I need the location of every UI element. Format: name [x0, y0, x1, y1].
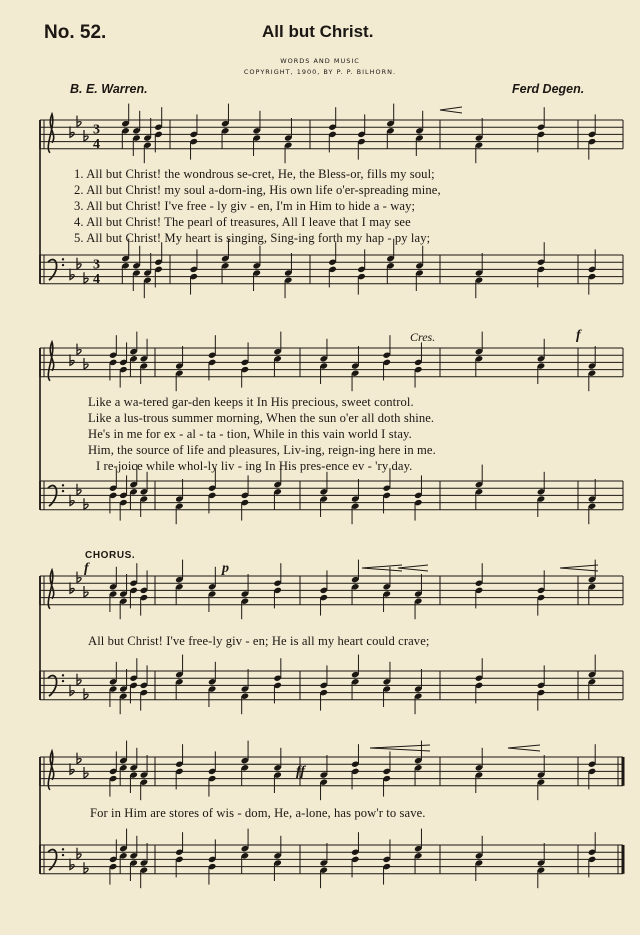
system-4-bass-flat-icon	[70, 859, 74, 870]
hymn-title: All but Christ.	[262, 22, 374, 41]
composer-name: Ferd Degen.	[512, 82, 585, 96]
system-3-treble-flat-icon	[70, 582, 74, 593]
verse-3-line-b: He's in me for ex - al - ta - tion, While in this vain world I stay.	[88, 427, 412, 441]
system-1-treble-flat-icon	[84, 130, 88, 141]
system-3-treble-flat-icon	[84, 586, 88, 597]
verse-4-line-b: Him, the source of life and pleasures, Liv-ing, reign-ing here in me.	[88, 443, 436, 457]
system-2-bass-clef-dot	[62, 484, 64, 486]
verse-1-line-b: Like a wa-tered gar-den keeps it In His precious, sweet control.	[88, 395, 414, 409]
system-1-bass-flat-icon	[70, 269, 74, 280]
lyricist-name: B. E. Warren.	[70, 82, 148, 96]
chorus-label: CHORUS.	[85, 550, 136, 561]
system-1-bass-flat-icon	[84, 272, 88, 283]
hairpin-mark	[508, 745, 540, 751]
crescendo-marking: Cres.	[410, 330, 436, 344]
credit-copyright: COPYRIGHT, 1900, BY P. P. BILHORN.	[243, 68, 397, 76]
hairpin-mark	[560, 565, 598, 571]
forte-marking-chorus: f	[84, 561, 89, 576]
system-2-bass-flat-icon	[77, 484, 81, 495]
verse-5-line-a: 5. All but Christ! My heart is singing, Sing-ing forth my hap - py lay;	[74, 231, 431, 245]
system-4-treble-flat-icon	[70, 763, 74, 774]
verse-5-line-b: I re-joice while whol-ly liv - ing In His pres-ence ev - 'ry day.	[96, 459, 413, 473]
system-2-treble-flat-icon	[84, 358, 88, 369]
hairpin-mark	[362, 565, 402, 571]
forte-marking-system2: f	[576, 328, 581, 343]
system-2-treble-flat-icon	[77, 344, 81, 355]
system-3-bass-clef-dot	[62, 674, 64, 676]
verse-3-line-a: 3. All but Christ! I've free - ly giv - en, I'm in Him to hide a - way;	[74, 199, 416, 213]
chorus-line-2: For in Him are stores of wis - dom, He, a-lone, has pow'r to save.	[90, 806, 426, 820]
hairpin-mark	[398, 565, 428, 571]
system-1-bass-time-sig-bottom: 4	[93, 271, 100, 287]
system-3-bass-flat-icon	[84, 688, 88, 699]
system-2-bass-flat-icon	[70, 495, 74, 506]
system-3-treble-flat-icon	[77, 572, 81, 583]
verse-2-line-a: 2. All but Christ! my soul a-dorn-ing, His own life o'er-spreading mine,	[74, 183, 441, 197]
system-1-bass-clef-dot	[62, 258, 64, 260]
hymn-number: No. 52.	[44, 22, 107, 43]
system-3-bass-flat-icon	[77, 674, 81, 685]
system-1-bass-flat-icon	[77, 258, 81, 269]
system-1-bass-time-sig-top: 3	[93, 257, 100, 273]
system-1-treble-time-sig-bottom: 4	[93, 136, 100, 152]
system-4-bass-clef-dot	[62, 848, 64, 850]
system-2-treble-flat-icon	[70, 354, 74, 365]
chorus-line-1: All but Christ! I've free-ly giv - en; He is all my heart could crave;	[88, 634, 430, 648]
system-1-bass-clef-dot	[62, 264, 64, 266]
credit-words-music: WORDS AND MUSIC	[280, 57, 360, 65]
system-4-bass-clef-dot	[62, 854, 64, 856]
system-1-treble-flat-icon	[70, 126, 74, 137]
system-2-bass-flat-icon	[84, 498, 88, 509]
verse-4-line-a: 4. All but Christ! The pearl of treasures, All I leave that I may see	[74, 215, 411, 229]
fortissimo-marking: ff	[296, 764, 306, 779]
verse-1-line-a: 1. All but Christ! the wondrous se-cret, He, the Bless-or, fills my soul;	[74, 167, 435, 181]
system-1-treble-time-sig-top: 3	[93, 122, 100, 138]
piano-marking: p	[222, 561, 229, 576]
system-2-bass-clef-dot	[62, 490, 64, 492]
system-3-bass-flat-icon	[70, 685, 74, 696]
system-1-treble-flat-icon	[77, 116, 81, 127]
system-4-treble-flat-icon	[77, 753, 81, 764]
system-3-bass-clef-dot	[62, 680, 64, 682]
verse-2-line-b: Like a lus-trous summer morning, When the sun o'er all doth shine.	[88, 411, 435, 425]
hairpin-mark	[440, 107, 462, 113]
system-4-bass-flat-icon	[84, 862, 88, 873]
system-4-treble-flat-icon	[84, 767, 88, 778]
system-4-bass-flat-icon	[77, 848, 81, 859]
